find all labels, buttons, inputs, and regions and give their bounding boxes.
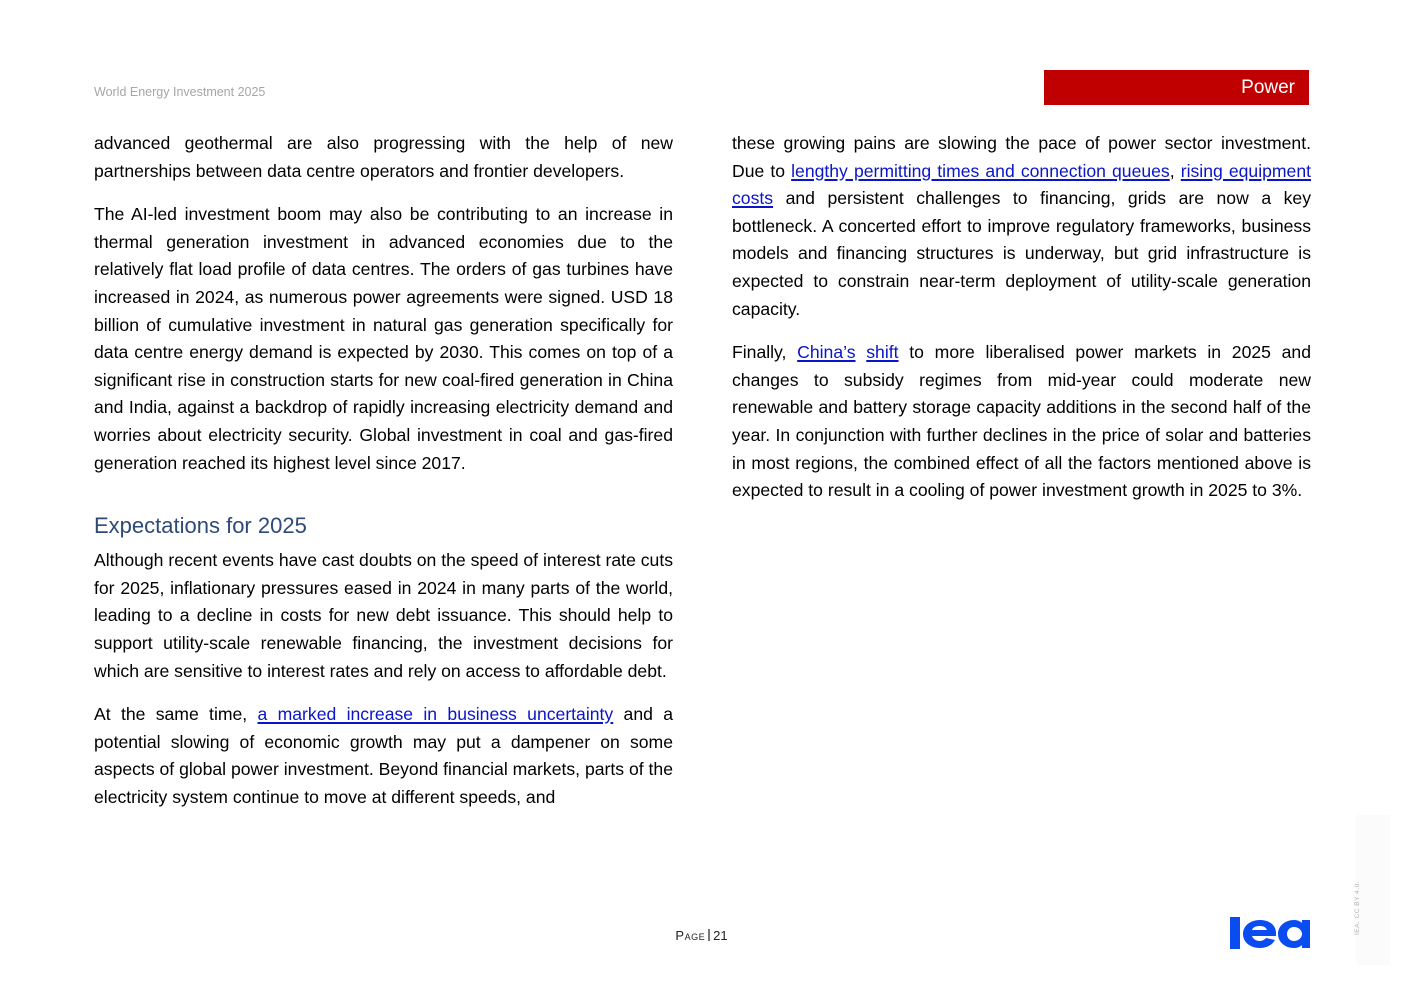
page-divider xyxy=(708,929,710,941)
iea-logo-icon xyxy=(1230,914,1310,952)
paragraph: The AI-led investment boom may also be contributing to an increase in thermal generation investment in advanced economies due to the relatively flat load profile of data centres. The orders of gas turbines have increased in 2024, as numerous power agreements were signed. USD 18 billion of cumulative investment in natural gas generation specifically for data centre energy demand is expected by 2030. This comes on top of a significant rise in construction starts for new coal-fired generation in China and India, against a backdrop of rapidly increasing electricity demand and worries about electricity security. Global investment in coal and gas-fired generation reached its highest level since 2017. xyxy=(94,204,673,473)
left-column xyxy=(94,130,673,827)
paragraph: Although recent events have cast doubts on the speed of interest rate cuts for 2025, inflationary pressures eased in 2024 in many parts of the world, leading to a decline in costs for new debt issuance. This should help to support utility-scale renewable financing, the investment decisions for which are sensitive to interest rates and rely on access to affordable debt. xyxy=(94,550,674,681)
page-number-value: 21 xyxy=(713,928,728,943)
page-label: Page xyxy=(675,928,706,943)
section-heading: Expectations for 2025 xyxy=(94,513,307,539)
running-title: World Energy Investment 2025 xyxy=(94,85,266,99)
paragraph: Finally, China’s shift to more liberalised power markets in 2025 and changes to subsidy regimes from mid-year could moderate new renewable and battery storage capacity additions in the second half of the year. In conjunction with further declines in the price of solar and batteries in most regions, the combined effect of all the factors mentioned above is expected to result in a cooling of power investment growth in 2025 to 3%. xyxy=(732,342,1312,501)
link-business-uncertainty[interactable]: a marked increase in business uncertainty xyxy=(257,704,614,725)
license-text: IEA. CC BY 4.0. xyxy=(1354,881,1361,935)
right-column xyxy=(732,130,1311,521)
link-chinas[interactable]: China’s xyxy=(797,342,856,363)
page-number xyxy=(0,928,1403,943)
paragraph: At the same time, a marked increase in business uncertainty and a potential slowing of economic growth may put a dampener on some aspects of global power investment. Beyond financial markets, parts of the electricity system continue to move at different speeds, and xyxy=(94,704,674,807)
link-shift[interactable]: shift xyxy=(866,342,899,363)
paragraph: these growing pains are slowing the pace of power sector investment. Due to lengthy permitting times and connection queues, rising equipment costs and persistent challenges to financing, grids are now a key bottleneck. A concerted effort to improve regulatory frameworks, business models and financing structures is underway, but grid infrastructure is expected to constrain near-term deployment of utility-scale generation capacity. xyxy=(732,133,1312,319)
link-equipment-costs[interactable]: rising equipment costs xyxy=(732,160,1312,209)
link-permitting-queues[interactable]: lengthy permitting times and connection queues xyxy=(791,160,1170,181)
paragraph: advanced geothermal are also progressing with the help of new partnerships between data centre operators and frontier developers. xyxy=(94,133,673,181)
section-tab: Power xyxy=(1044,70,1309,105)
license-strip xyxy=(1356,815,1390,965)
